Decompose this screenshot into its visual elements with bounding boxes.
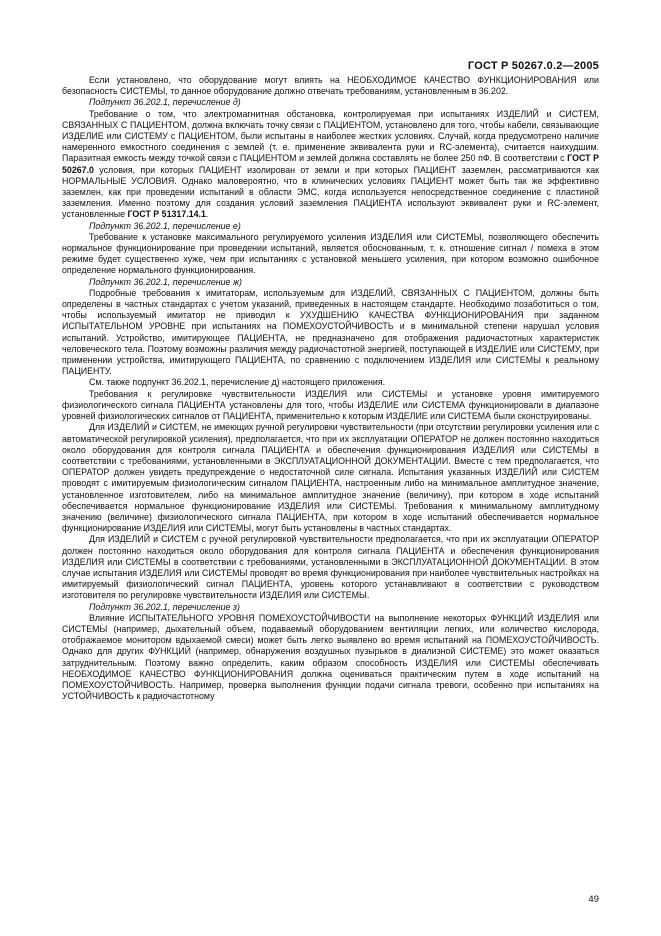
document-header: ГОСТ Р 50267.0.2—2005 xyxy=(467,60,599,72)
body-paragraph: Если установлено, что оборудование могут влиять на НЕОБХОДИМОЕ КАЧЕСТВО ФУНКЦИОНИРОВАНИЯ или безопасность СИСТЕМЫ, то данное оборудование должно отвечать требованиям, установленным в 36.202. xyxy=(62,75,599,97)
paragraph-text: Требование о том, что электромагнитная обстановка, контролируемая при испытаниях ИЗДЕЛИЙ и СИСТЕМ, СВЯЗАННЫХ С ПАЦИЕНТОМ, должна включать точку связи с ПАЦИЕНТОМ, установлено для того, чтобы кабели, связывающие ИЗДЕЛИЕ или СИСТЕМУ с ПАЦИЕНТОМ, были испытаны в наиболее жестких условиях. Случай, когда предусмотрено наличие намеренного емкостного соединения с землей (т. е. применение эквивалента руки и RC-элемента), считается наихудшим. Паразитная емкость между точкой связи с ПАЦИЕНТОМ и землей должна составлять не более 250 пФ. В соответствии с xyxy=(62,108,599,164)
body-paragraph: Требование к установке максимального регулируемого усиления ИЗДЕЛИЯ или СИСТЕМЫ, позволяющего обеспечить нормальное функционирование при проведении испытаний, является обоснованным, т. к. отношение сигнал / помеха в этом режиме будет существенно хуже, чем при испытаниях с установкой меньшего усиления, при котором возможно ошибочное определение нормального функционирования. xyxy=(62,231,599,276)
body-paragraph xyxy=(62,109,599,221)
document-body xyxy=(62,75,599,702)
subclause-heading: Подпункт 36.202.1, перечисление е) xyxy=(89,220,241,231)
body-paragraph: Влияние ИСПЫТАТЕЛЬНОГО УРОВНЯ ПОМЕХОУСТОЙЧИВОСТИ на выполнение некоторых ФУНКЦИЙ ИЗДЕЛИЯ или СИСТЕМЫ (например, дыхательный объем, подаваемый оборудованием вентиляции легких, или количество кислорода, отображаемое монитором вдыхаемой смеси) может быть легко выявлено во время испытаний на ПОМЕХОУСТОЙЧИВОСТЬ. Однако для других ФУНКЦИЙ (например, обнаружения воздушных пузырьков в диализной СИСТЕМЕ) это может оказаться затруднительным. Поэтому важно определить, каким образом способность ИЗДЕЛИЯ или СИСТЕМЫ обеспечивать НЕОБХОДИМОЕ КАЧЕСТВО ФУНКЦИОНИРОВАНИЯ должна оцениваться практическим путем в ходе испытаний на ПОМЕХОУСТОЙЧИВОСТЬ. Например, проверка выполнения функции подачи сигнала тревоги, особенно при испытаниях на УСТОЙЧИВОСТЬ к радиочастотному xyxy=(62,612,599,702)
page-number: 49 xyxy=(588,894,599,905)
subclause-heading: Подпункт 36.202.1, перечисление д) xyxy=(89,97,241,108)
paragraph-text: условия, при которых ПАЦИЕНТ изолирован от земли и при которых ПАЦИЕНТ заземлен, рассматриваются как НОРМАЛЬНЫЕ УСЛОВИЯ. Однако маловероятно, что в клинических условиях ПАЦИЕНТ может быть так же эффективно заземлен, как при проведении испытаний в области ЭМС, когда используется непосредственное соединение с пластиной заземления. Именно поэтому для создания условий заземления ПАЦИЕНТА используют эквивалент руки и RC-элемент, установленные xyxy=(62,164,599,220)
body-paragraph: Для ИЗДЕЛИЙ и СИСТЕМ с ручной регулировкой чувствительности предполагается, что при их эксплуатации ОПЕРАТОР должен постоянно находиться около оборудования для контроля сигнала ПАЦИЕНТА и обеспечения функционирования ИЗДЕЛИЯ или СИСТЕМЫ в соответствии с требованиями, установленными в ЭКСПЛУАТАЦИОННОЙ ДОКУМЕНТАЦИИ. В этом случае испытания ИЗДЕЛИЯ или СИСТЕМЫ проводят во время функционирования при наиболее чувствительных настройках на имитируемый физиологический сигнал ПАЦИЕНТА, уровень которого устанавливают в соответствии с руководством изготовителя по регулировке чувствительности ИЗДЕЛИЯ или СИСТЕМЫ. xyxy=(62,534,599,601)
standard-reference: ГОСТ Р 51317.14.1 xyxy=(127,209,206,220)
standard-reference: ГОСТ Р 50267.0 xyxy=(62,153,600,175)
subclause-heading: Подпункт 36.202.1, перечисление з) xyxy=(89,601,240,612)
body-paragraph: Требования к регулировке чувствительности ИЗДЕЛИЯ или СИСТЕМЫ и установке уровня имитируемого физиологического сигнала ПАЦИЕНТА установлены для того, чтобы ИЗДЕЛИЕ или СИСТЕМА функционировали в диапазоне уровней физиологических сигналов от ПАЦИЕНТА, применительно к которым ИЗДЕЛИЕ или СИСТЕМА были сконструированы. xyxy=(62,388,599,422)
body-paragraph: Подробные требования к имитаторам, используемым для ИЗДЕЛИЙ, СВЯЗАННЫХ С ПАЦИЕНТОМ, должны быть определены в частных стандартах с учетом указаний, приведенных в настоящем стандарте. Необходимо позаботиться о том, чтобы используемый имитатор не приводил к УХУДШЕНИЮ КАЧЕСТВА ФУНКЦИОНИРОВАНИЯ при заданном ИСПЫТАТЕЛЬНОМ УРОВНЕ при испытаниях на ПОМЕХОУСТОЙЧИВОСТЬ и в минимальной степени нарушал условия испытаний. Устройство, имитирующее ПАЦИЕНТА, не предназначено для отображения радиочастотных характеристик человеческого тела. Поэтому возможны различия между радиочастотной энергией, поступающей в ИЗДЕЛИЕ или СИСТЕМУ, при применении устройства, имитирующего ПАЦИЕНТА, по сравнению с подключением ИЗДЕЛИЯ или СИСТЕМЫ к реальному ПАЦИЕНТУ. xyxy=(62,287,599,377)
subclause-heading: Подпункт 36.202.1, перечисление ж) xyxy=(89,276,242,287)
paragraph-text: . xyxy=(205,209,209,220)
body-paragraph: Для ИЗДЕЛИЙ и СИСТЕМ, не имеющих ручной регулировки чувствительности (при отсутствии регулировки усиления или с автоматической регулировкой усиления), предполагается, что при их эксплуатации ОПЕРАТОР не должен постоянно находиться около оборудования для контроля сигнала ПАЦИЕНТА и обеспечения функционирования ИЗДЕЛИЯ или СИСТЕМЫ в соответствии с требованиями, установленными в ЭКСПЛУАТАЦИОННОЙ ДОКУМЕНТАЦИИ. Вместе с тем предполагается, что ОПЕРАТОР должен увидеть предупреждение о недостаточной силе сигнала. Испытания указанных ИЗДЕЛИЙ или СИСТЕМ проводят с имитируемым физиологическим сигналом ПАЦИЕНТА, настроенным либо на минимальное амплитудное значение, установленное изготовителем, либо на минимальное амплитудное значение (величину), при котором в ходе испытаний обеспечивается нормальное функционирование ИЗДЕЛИЯ или СИСТЕМЫ. Требования к минимальному амплитудному значению (величине) физиологического сигнала ПАЦИЕНТА, при котором в ходе испытаний обеспечивается нормальное функционирование ИЗДЕЛИЯ или СИСТЕМЫ, могут быть установлены в частных стандартах. xyxy=(62,422,599,534)
body-paragraph: См. также подпункт 36.202.1, перечисление д) настоящего приложения. xyxy=(89,377,386,388)
